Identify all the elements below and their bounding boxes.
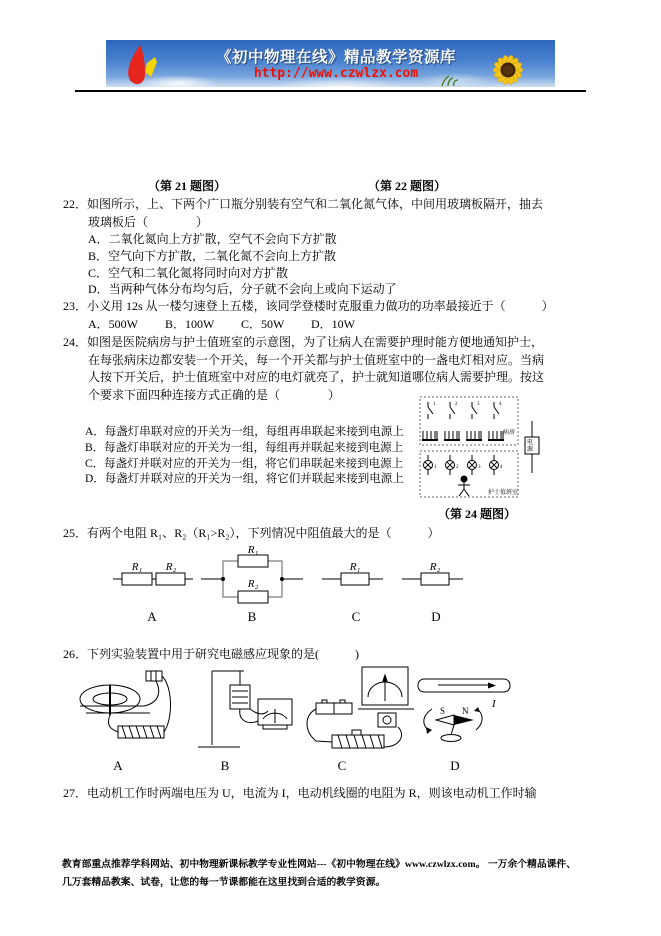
- junction-dot: [280, 577, 284, 581]
- q26-apparatus-a: [80, 671, 171, 738]
- q25-choice-label-b: B: [247, 609, 257, 624]
- q23-option-b: B．100W: [165, 317, 215, 331]
- q22-option-d: D．当两种气体分布均匀后，分子就不会向上或向下运动了: [88, 282, 397, 296]
- q23-option-a: A．500W: [88, 317, 138, 331]
- q26-figure: [70, 663, 570, 775]
- q22-stem-line2: 玻璃板后（ ）: [88, 215, 209, 229]
- lamp-number: 3: [478, 465, 481, 470]
- q25-figure: [95, 545, 480, 627]
- resistor-label-r2: R₂: [429, 561, 441, 573]
- q26-choice-label-d: D: [450, 758, 460, 773]
- banner-url[interactable]: http://www.czwlzx.com: [253, 66, 419, 81]
- resistor-label-r2: R₂: [165, 561, 177, 573]
- compass-needle-south: [436, 715, 454, 725]
- footer-line1: 教育部重点推荐学科网站、初中物理新课标教学专业性网站---《初中物理在线》www.czwlzx.com。 一万余个精品课件、: [62, 859, 577, 870]
- fig22-caption: （第 22 题图）: [368, 179, 447, 193]
- q22-stem-line1: 22．如图所示，上、下两个广口瓶分别装有空气和二氧化氮气体，中间用玻璃板隔开，抽去: [63, 197, 544, 211]
- fig21-caption: （第 21 题图）: [148, 179, 227, 193]
- q24-option-a: A．每盏灯串联对应的开关为一组，每组再串联起来接到电源上: [85, 426, 404, 438]
- q26-stem: 26．下列实验装置中用于研究电磁感应现象的是( ): [63, 647, 359, 661]
- resistor-label-r1: R₁: [247, 545, 259, 556]
- q23-option-d: D．10W: [311, 317, 355, 331]
- compass-needle-north: [454, 715, 474, 725]
- switch-numbers: [433, 402, 502, 407]
- footer-line2: 几万套精品教案、试卷，让您的每一节课都能在这里找到合适的教学资源。: [62, 877, 386, 888]
- q27-stem: 27．电动机工作时两端电压为 U，电流为 I，电动机线圈的电阻为 R，则该电动机工作时输: [63, 786, 537, 800]
- switch-number: 2: [455, 402, 458, 407]
- q24-option-b: B．每盏灯串联对应的开关为一组，每组再并联起来接到电源上: [85, 442, 404, 454]
- q24-stem-line3: 人按下开关后，护士值班室中对应的电灯就亮了，护士就知道哪位病人需要护理。按这: [88, 370, 545, 384]
- bed-symbols: [422, 431, 504, 440]
- q26-choice-label-c: C: [337, 758, 347, 773]
- ward-label: 病房: [503, 430, 516, 436]
- compass-south-label: S: [440, 706, 446, 716]
- q26-choice-label-a: A: [113, 758, 123, 773]
- site-logo-icon: [123, 43, 161, 87]
- q24-stem-line1: 24．如图是医院病房与护士值班室的示意图，为了让病人在需要护理时能方便地通知护士，: [63, 335, 544, 349]
- lamp-number: 1: [434, 465, 437, 470]
- switch-number: 3: [477, 402, 480, 407]
- current-label: I: [492, 698, 496, 710]
- compass-north-label: N: [462, 706, 469, 716]
- switch-number: 4: [499, 402, 502, 407]
- q26-apparatus-b: [198, 671, 292, 747]
- q23-stem: 23．小义用 12s 从一楼匀速登上五楼，该同学登楼时克服重力做功的功率最接近于（ ）: [63, 299, 554, 313]
- power-label: 电源: [527, 440, 534, 453]
- lamp-number: 2: [456, 465, 459, 470]
- q26-apparatus-c: [307, 667, 414, 748]
- lamp-number: 4: [500, 465, 503, 470]
- q25-choice-label-d: D: [431, 609, 441, 624]
- q23-option-c: C．50W: [241, 317, 285, 331]
- site-banner: [106, 40, 555, 87]
- nurse-figure: [458, 476, 470, 496]
- q26-apparatus-d: [418, 679, 510, 742]
- sunflower-icon: [436, 54, 546, 87]
- header-divider: [75, 90, 586, 92]
- q24-stem-line2: 在每张病床边都安装一个开关，每一个开关都与护士值班室中的一盏电灯相对应。当病: [88, 353, 545, 367]
- switch-symbols: [428, 402, 499, 419]
- resistor-label-r1: R₁: [131, 561, 143, 573]
- fig24-caption: （第 24 题图）: [438, 507, 517, 521]
- q24-option-c: C．每盏灯并联对应的开关为一组，将它们串联起来接到电源上: [85, 458, 404, 470]
- resistor-label-r2: R₂: [247, 578, 259, 590]
- q24-stem-line4: 个要求下面四种连接方式正确的是（ ）: [88, 388, 341, 402]
- q26-choice-label-b: B: [220, 758, 230, 773]
- q22-option-c: C．空气和二氧化氮将同时向对方扩散: [88, 266, 289, 280]
- switch-number: 1: [433, 402, 436, 407]
- q22-option-b: B．空气向下方扩散，二氧化氮不会向上方扩散: [88, 249, 337, 263]
- nurse-room-label: 护士值班室: [488, 490, 519, 496]
- banner-title: 《初中物理在线》精品教学资源库: [215, 49, 456, 66]
- q25-stem: 25．有两个电阻 R₁、R₂（R₁>R₂），下列情况中阻值最大的是（ ）: [63, 526, 440, 540]
- q24-option-d: D．每盏灯并联对应的开关为一组，将它们并联起来接到电源上: [85, 473, 404, 485]
- resistor-label-r1: R₁: [349, 561, 361, 573]
- junction-dot: [221, 577, 225, 581]
- q25-choice-label-c: C: [351, 609, 361, 624]
- q25-choice-label-a: A: [147, 609, 157, 624]
- q22-option-a: A．二氧化氮向上方扩散，空气不会向下方扩散: [88, 232, 337, 246]
